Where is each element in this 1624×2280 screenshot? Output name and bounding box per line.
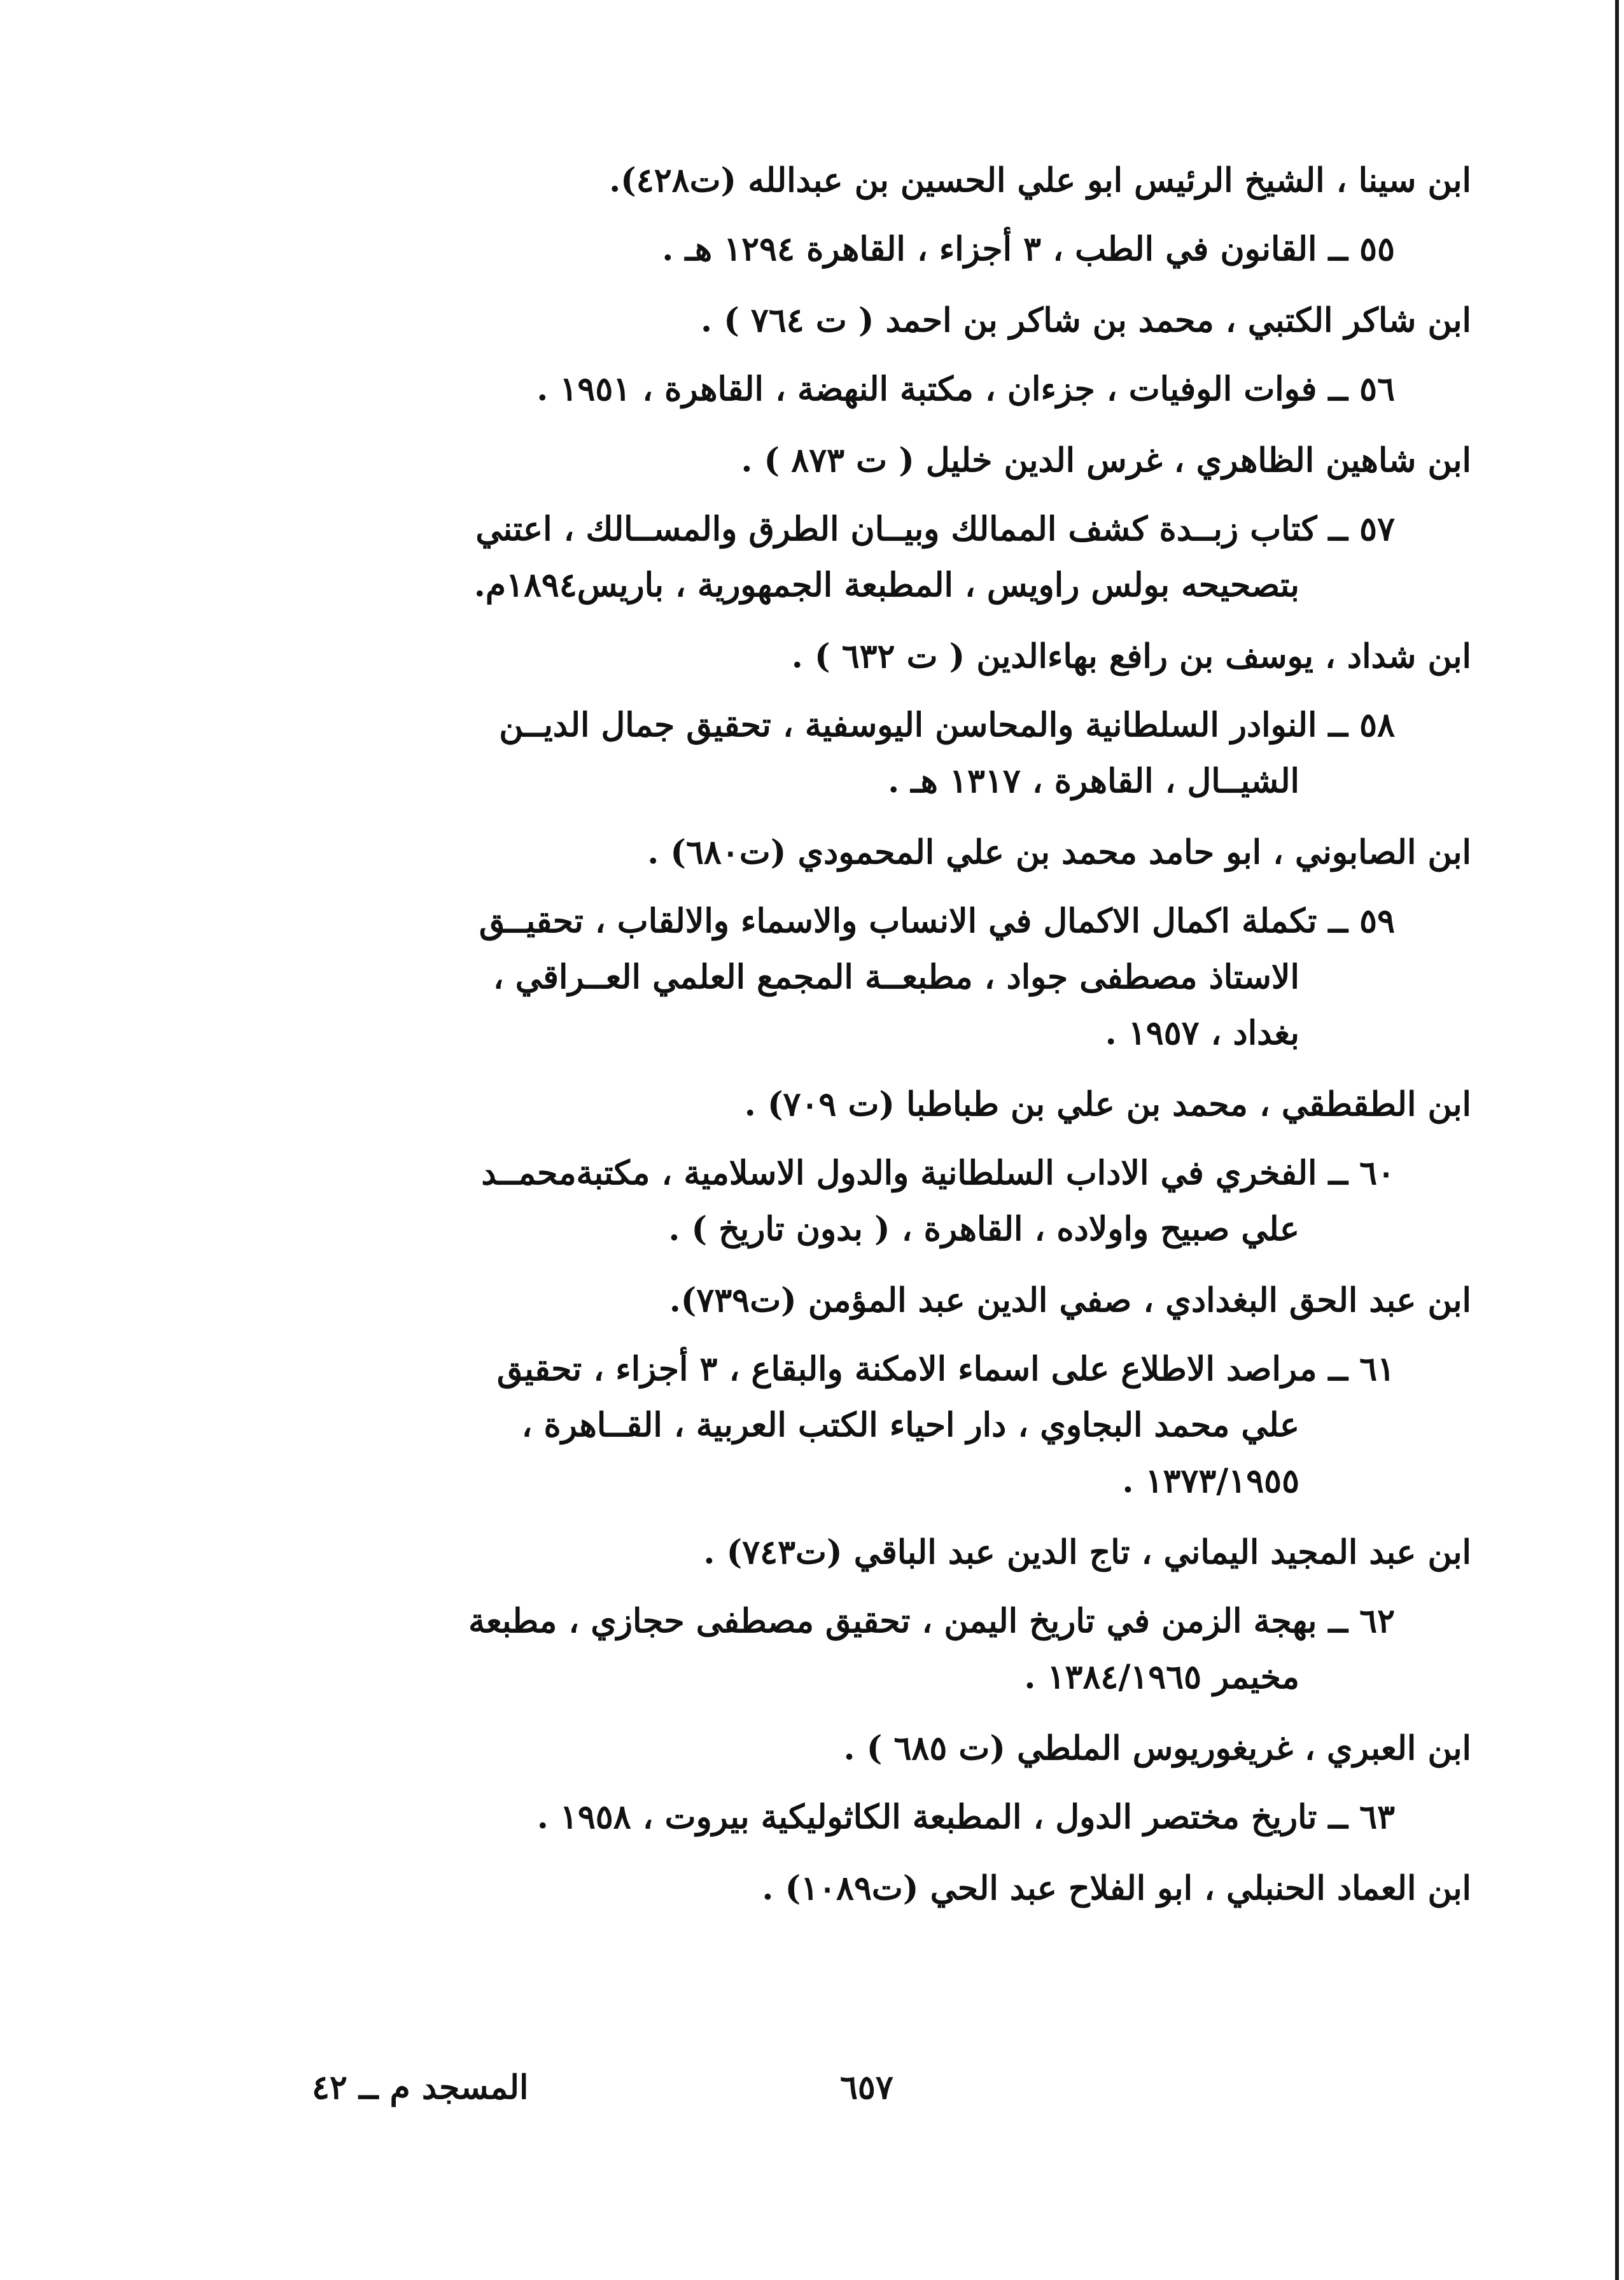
bibliography-entry [167,361,1395,417]
entry-line: ٦٢ ــ بهجة الزمن في تاريخ اليمن ، تحقيق مصطفى حجازي ، مطبعة [468,1602,1395,1640]
entry-line: ٥٥ ــ القانون في الطب ، ٣ أجزاء ، القاهرة ١٢٩٤ هـ . [662,230,1395,269]
entry-line: ٥٦ ــ فوات الوفيات ، جزءان ، مكتبة النهضة ، القاهرة ، ١٩٥١ . [536,370,1395,409]
page-edge-border [1615,0,1619,2280]
bibliography-entry [167,221,1395,277]
entry-line: بغداد ، ١٩٥٧ . [1105,1014,1299,1053]
entry-line: ٥٩ ــ تكملة اكمال الاكمال في الانساب والاسماء والالقاب ، تحقيــق [479,902,1395,941]
print-signature: المسجد م ــ ٤٢ [312,2068,529,2107]
bibliography-entry [167,501,1395,613]
bibliography-entry [167,1341,1395,1509]
entry-line: علي محمد البجاوي ، دار احياء الكتب العربية ، القــاهرة ، [521,1406,1299,1444]
bibliography-entry [167,1145,1395,1257]
author-heading: ابن شاهين الظاهري ، غرس الدين خليل ( ت ٨٧٣ ) . [741,441,1471,480]
entry-line: مخيمر ١٣٨٤/١٩٦٥ . [1024,1658,1299,1696]
author-heading: ابن عبد الحق البغدادي ، صفي الدين عبد المؤمن (ت٧٣٩). [669,1281,1471,1320]
entry-line: بتصحيحه بولس راويس ، المطبعة الجمهورية ، باريس١٨٩٤م. [473,566,1299,605]
bibliography-entry [167,1789,1395,1845]
entry-line: ٦١ ــ مراصد الاطلاع على اسماء الامكنة والبقاع ، ٣ أجزاء ، تحقيق [496,1350,1395,1388]
entry-line: علي صبيح واولاده ، القاهرة ، ( بدون تاريخ ) . [668,1210,1299,1248]
entry-line: ٦٠ ــ الفخري في الاداب السلطانية والدول الاسلامية ، مكتبةمحمــد [481,1154,1395,1192]
author-heading: ابن عبد المجيد اليماني ، تاج الدين عبد الباقي (ت٧٤٣) . [703,1533,1471,1572]
author-heading: ابن الطقطقي ، محمد بن علي بن طباطبا (ت ٧٠٩) . [744,1085,1471,1124]
bibliography-entry [167,1593,1395,1705]
author-heading: ابن سينا ، الشيخ الرئيس ابو علي الحسين بن عبدالله (ت٤٢٨). [609,161,1471,200]
entry-line: الشيــال ، القاهرة ، ١٣١٧ هـ . [888,762,1299,801]
entry-line: ١٣٧٣/١٩٥٥ . [1122,1462,1299,1500]
page-number: ٦٥٧ [840,2068,893,2107]
bibliography-entry [167,893,1395,1061]
author-heading: ابن شداد ، يوسف بن رافع بهاءالدين ( ت ٦٣٢ ) . [791,637,1471,676]
page-footer [0,2068,1624,2132]
bibliography-list [167,153,1471,1929]
entry-line: ٥٨ ــ النوادر السلطانية والمحاسن اليوسفية ، تحقيق جمال الديــن [499,706,1395,745]
author-heading: ابن العبري ، غريغوريوس الملطي (ت ٦٨٥ ) . [843,1729,1471,1768]
entry-line: الاستاذ مصطفى جواد ، مطبعــة المجمع العلمي العــراقي ، [493,958,1299,997]
entry-line: ٦٣ ــ تاريخ مختصر الدول ، المطبعة الكاثوليكية بيروت ، ١٩٥٨ . [536,1798,1395,1836]
bibliography-entry [167,697,1395,809]
entry-line: ٥٧ ــ كتاب زبــدة كشف الممالك وبيــان الطرق والمســالك ، اعتني [475,510,1395,549]
author-heading: ابن العماد الحنبلي ، ابو الفلاح عبد الحي (ت١٠٨٩) . [762,1869,1471,1908]
author-heading: ابن الصابوني ، ابو حامد محمد بن علي المحمودي (ت٦٨٠) . [647,833,1471,872]
author-heading: ابن شاكر الكتبي ، محمد بن شاكر بن احمد ( ت ٧٦٤ ) . [701,301,1471,340]
